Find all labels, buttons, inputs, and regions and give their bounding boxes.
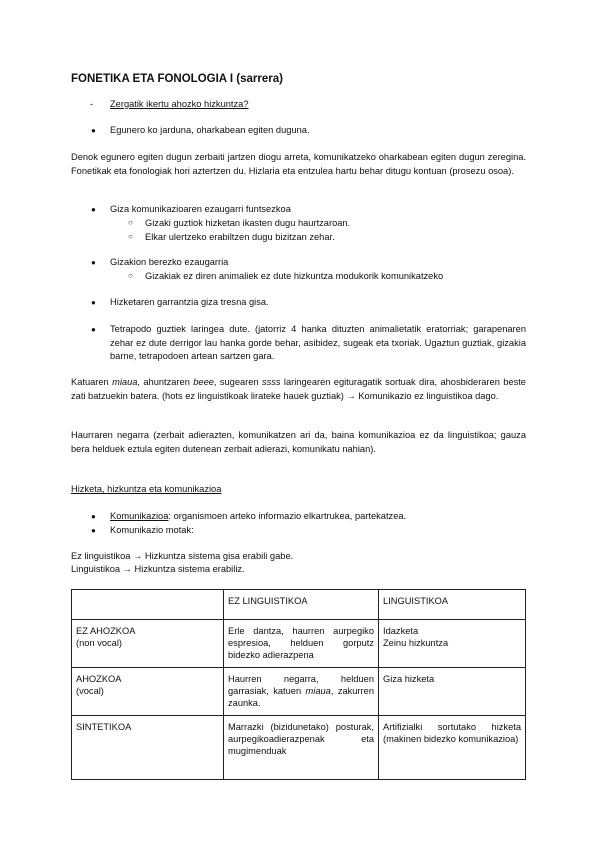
bullet-dot: ● xyxy=(91,126,96,135)
paragraph-intro: Denok egunero egiten dugun zerbaiti jartzen diogu arreta, komunikatzeko oharkabean egiten dugun zeregina. Fonetikak eta fonologiak hori aztertzen du. Hizlaria eta entzulea hartu behar ditugu kontuan (prosezu osoa). xyxy=(71,152,526,176)
paragraph-baby: Haurraren negarra (zerbait adierazten, komunikatzen ari da, baina komunikazioa ez da linguistikoa; gauza bera helduek eztula egiten dutenean zerbait adierazi, komunikatu nahian). xyxy=(71,430,526,454)
table-cell: Artifizialki sortutako hizketa (makinen bidezko komunikazioa) xyxy=(379,716,526,780)
bullet-communication: Komunikazioa: organismoen arteko informazio elkartrukea, partekatzea. xyxy=(110,511,407,521)
bullet-dot: ● xyxy=(91,298,96,307)
communication-term: Komunikazioa xyxy=(110,511,169,521)
sub-specific: Gizakiak ez diren animaliek ez dute hizkuntza modukorik komunikatzeko xyxy=(145,271,444,281)
table-row xyxy=(72,716,526,780)
table-row xyxy=(72,668,526,716)
table-header-cell: EZ LINGUISTIKOA xyxy=(224,590,379,620)
bullet-feature: Giza komunikazioaren ezaugarri funtsezkoa xyxy=(110,204,291,214)
circle-bullet: ○ xyxy=(128,271,133,280)
circle-bullet: ○ xyxy=(128,232,133,241)
line-linguistic: Linguistikoa → Hizkuntza sistema erabiliz. xyxy=(71,564,245,574)
bullet-dot: ● xyxy=(91,325,96,334)
bullet-tetrapod: Tetrapodo guztiek laringea dute. (jatorriz 4 hanka dituzten animalietatik eratorriak; garapenaren zehar ez dute derrigor lau hanka gorde behar, asibidez, sugeak eta txoriak. Ugaztun guztiak, gizakia barne, tetrapodoen artean sartzen gara. xyxy=(110,324,526,361)
table-header-row xyxy=(72,590,526,620)
sub-feature-1: Gizaki guztiok hizketan ikasten dugu haurtzaroan. xyxy=(145,218,351,228)
table-cell: Marrazki (bizidunetako) posturak, aurpegikoadierazpenak eta mugimenduak xyxy=(224,716,379,780)
section-heading: Hizketa, hizkuntza eta komunikazioa xyxy=(71,484,222,494)
sub-feature-2: Elkar ulertzeko erabiltzen dugu bizitzan zehar. xyxy=(145,232,335,242)
table-cell: Giza hizketa xyxy=(379,668,526,716)
page-title: FONETIKA ETA FONOLOGIA I (sarrera) xyxy=(71,73,283,85)
bullet-dot: ● xyxy=(91,205,96,214)
table-cell: SINTETIKOA xyxy=(72,716,224,780)
table-cell: Idazketa Zeinu hizkuntza xyxy=(379,620,526,668)
paragraph-animals: Katuaren miaua, ahuntzaren beee, sugearen ssss laringearen egituragatik sortuak dira, ahosbideraren beste zati batzuekin batera. (hots ez linguistikoak lirateke hauek guztiak) → Komunikazio ez linguistikoa dago. xyxy=(71,377,526,401)
table-header-cell xyxy=(72,590,224,620)
bullet-daily: Egunero ko jarduna, oharkabean egiten duguna. xyxy=(110,125,310,135)
table-cell: Erle dantza, haurren aurpegiko espresioa, helduen gorputz bidezko adierazpena xyxy=(224,620,379,668)
bullet-guarantee: Hizketaren garrantzia giza tresna gisa. xyxy=(110,297,269,307)
table-header-cell: LINGUISTIKOA xyxy=(379,590,526,620)
table-cell: Haurren negarra, helduen garrasiak, katuen miaua, zakurren zaunka. xyxy=(224,668,379,716)
bullet-dot: ● xyxy=(91,258,96,267)
bullet-specific: Gizakion berezko ezaugarria xyxy=(110,257,229,267)
line-nonlinguistic: Ez linguistikoa → Hizkuntza sistema gisa erabili gabe. xyxy=(71,551,294,561)
bullet-dot: ● xyxy=(91,526,96,535)
table-cell: EZ AHOZKOA (non vocal) xyxy=(72,620,224,668)
circle-bullet: ○ xyxy=(128,218,133,227)
question-heading: Zergatik ikertu ahozko hizkuntza? xyxy=(110,99,249,109)
communication-table xyxy=(71,589,526,780)
bullet-comm-types: Komunikazio motak: xyxy=(110,525,194,535)
dash-bullet: - xyxy=(90,99,94,109)
table-cell: AHOZKOA (vocal) xyxy=(72,668,224,716)
bullet-dot: ● xyxy=(91,512,96,521)
table-row xyxy=(72,620,526,668)
